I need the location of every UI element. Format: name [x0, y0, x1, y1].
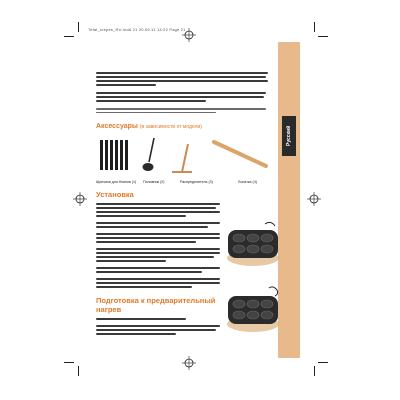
crop-mark	[64, 362, 74, 363]
print-slug: Tefal_crepes_RU.indd 21 20.09.11 14:22 Page 21	[88, 27, 186, 32]
wooden-spatula-icon	[214, 142, 266, 166]
caption-wooden-spatula: Лопатка (4)	[238, 180, 257, 184]
caption-batter-spreader: Распределитель (3)	[180, 180, 213, 184]
installation-text	[96, 203, 222, 290]
accessories-heading: Аксессуары (в зависимости от модели)	[96, 123, 202, 130]
crop-mark	[318, 362, 328, 363]
accessories-illustration	[96, 134, 272, 178]
crepe-tongs-icon	[100, 140, 128, 170]
crop-mark	[314, 22, 315, 32]
crepe-maker-plugged-illustration	[225, 284, 281, 336]
accessories-subheading: (в зависимости от модели)	[139, 124, 202, 130]
note-paragraph	[96, 108, 272, 115]
crepe-maker-illustration	[225, 218, 281, 270]
registration-mark-icon	[307, 192, 321, 206]
side-tab	[278, 42, 300, 358]
crop-mark	[78, 366, 79, 376]
warning-paragraph	[96, 92, 272, 104]
ladle-icon	[143, 138, 155, 171]
registration-mark-icon	[182, 28, 196, 42]
preheat-heading: Подготовка к предварительный нагрев	[96, 296, 216, 314]
caption-crepe-tongs: Щипчики для блинов (1)	[96, 180, 137, 184]
side-tab-label: Русский	[282, 116, 296, 156]
intro-paragraph	[96, 72, 272, 88]
installation-heading: Установка	[96, 190, 134, 199]
registration-mark-icon	[73, 192, 87, 206]
caption-ladle: Половник (2)	[143, 180, 165, 184]
crop-mark	[78, 22, 79, 32]
batter-spreader-icon	[172, 144, 192, 172]
crop-mark	[64, 36, 74, 37]
registration-mark-icon	[182, 356, 196, 370]
preheat-text	[96, 318, 222, 337]
crop-mark	[314, 366, 315, 376]
crop-mark	[318, 36, 328, 37]
